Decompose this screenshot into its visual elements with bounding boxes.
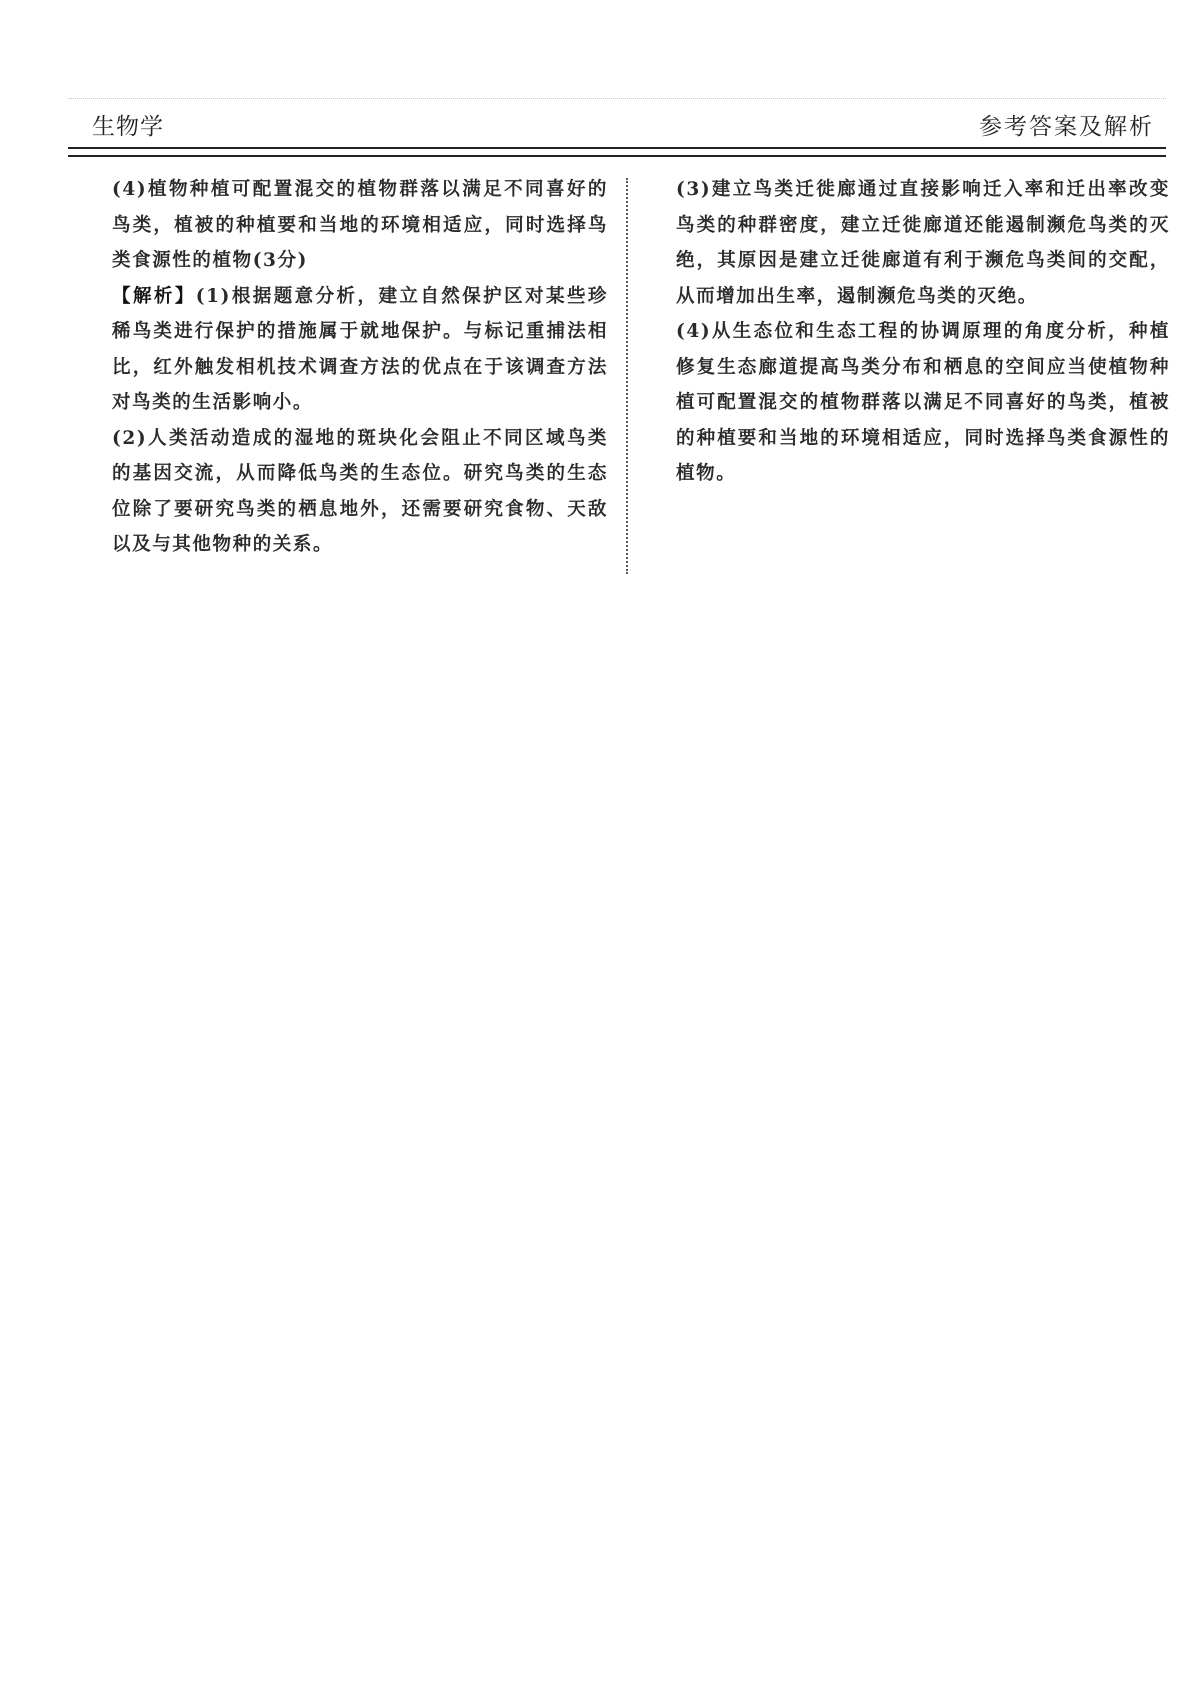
top-dotted-border xyxy=(68,98,1166,99)
analysis-paragraph-3: (3)建立鸟类迁徙廊通过直接影响迁入率和迁出率改变鸟类的种群密度，建立迁徙廊道还能遏制濒危鸟类的灭绝，其原因是建立迁徙廊道有利于濒危鸟类间的交配，从而增加出生率，遏制濒危鸟类的灭绝。 xyxy=(676,179,1170,307)
subject-title: 生物学 xyxy=(92,114,164,140)
page-header xyxy=(88,104,1154,144)
section-title: 参考答案及解析 xyxy=(979,114,1154,140)
answer-4: (4)植物种植可配置混交的植物群落以满足不同喜好的鸟类，植被的种植要和当地的环境相适应，同时选择鸟类食源性的植物(3分) xyxy=(112,179,608,271)
analysis-1-text: (1)根据题意分析，建立自然保护区对某些珍稀鸟类进行保护的措施属于就地保护。与标记重捕法相比，红外触发相机技术调查方法的优点在于该调查方法对鸟类的生活影响小。 xyxy=(112,285,609,413)
left-column xyxy=(112,172,608,563)
column-divider xyxy=(626,178,628,574)
header-double-rule xyxy=(68,147,1166,157)
analysis-paragraph-1 xyxy=(112,279,608,421)
right-column xyxy=(676,172,1170,492)
analysis-tag: 【解析】 xyxy=(112,285,196,307)
analysis-paragraph-4: (4)从生态位和生态工程的协调原理的角度分析，种植修复生态廊道提高鸟类分布和栖息的空间应当使植物种植可配置混交的植物群落以满足不同喜好的鸟类，植被的种植要和当地的环境相适应，同时选择鸟类食源性的植物。 xyxy=(676,321,1170,484)
analysis-paragraph-2: (2)人类活动造成的湿地的斑块化会阻止不同区域鸟类的基因交流，从而降低鸟类的生态位。研究鸟类的生态位除了要研究鸟类的栖息地外，还需要研究食物、天敌以及与其他物种的关系。 xyxy=(112,427,608,555)
